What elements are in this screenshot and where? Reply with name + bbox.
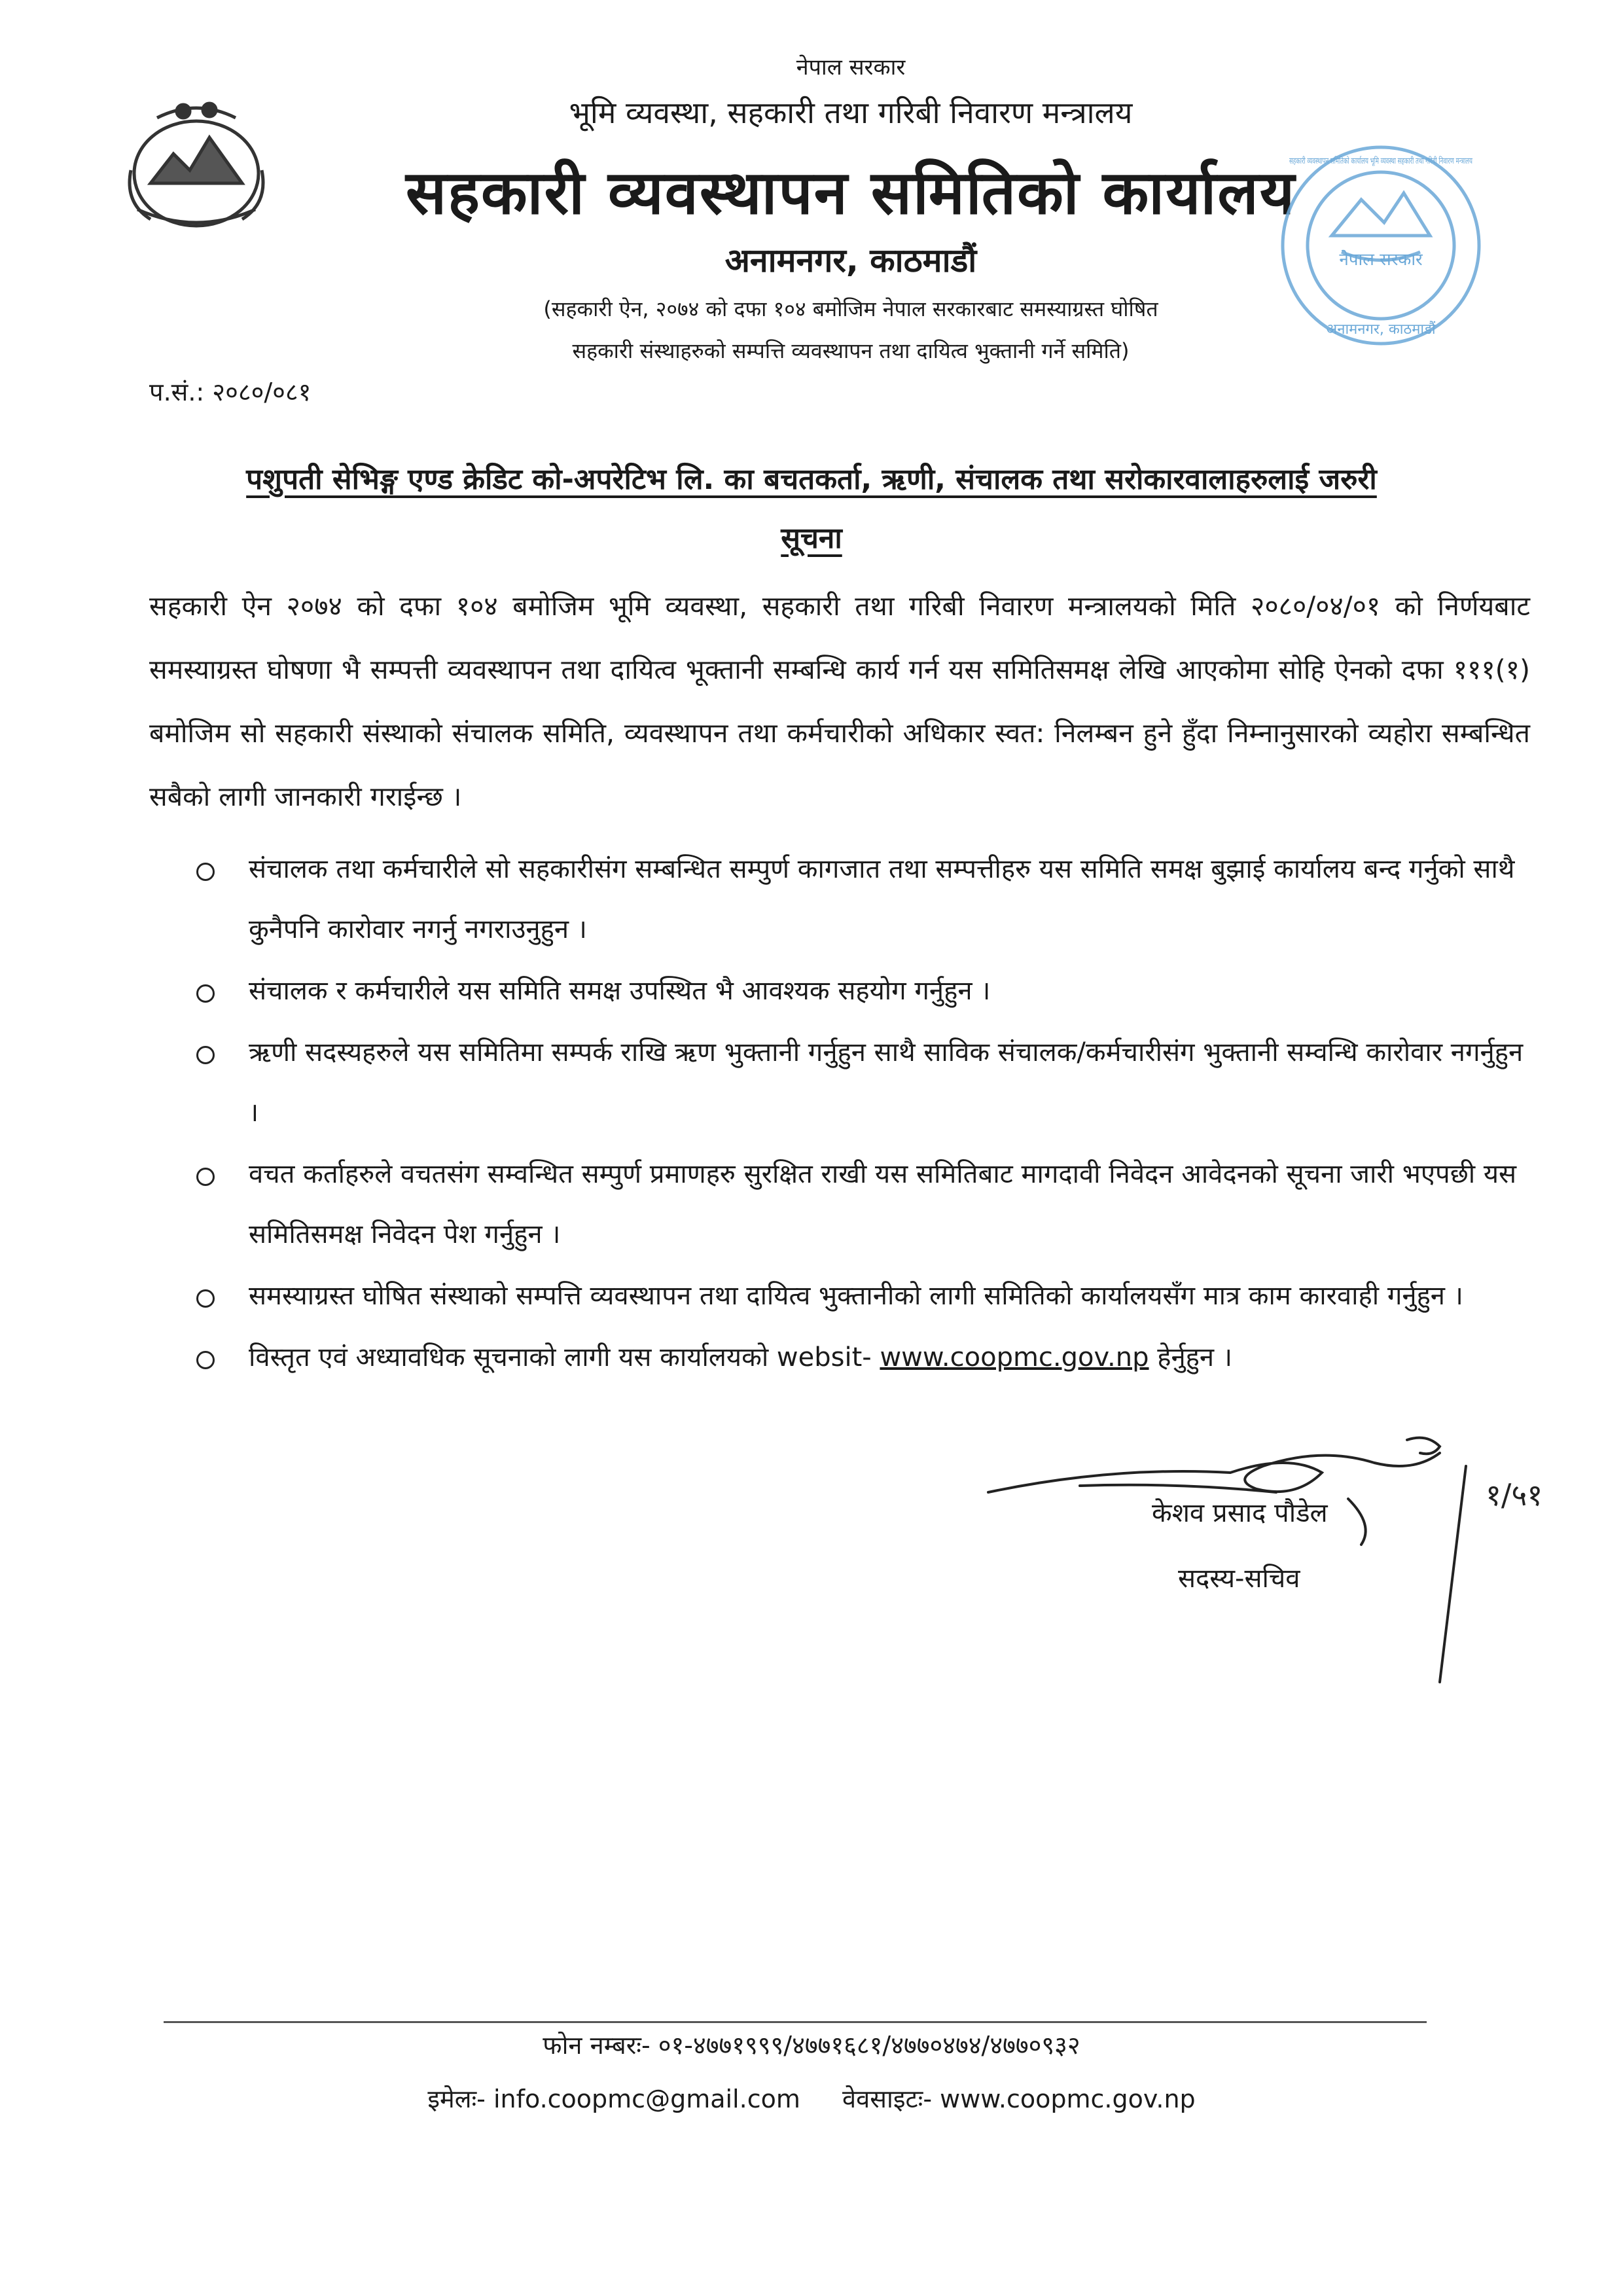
hollow-circle-bullet-icon xyxy=(196,1046,215,1064)
list-item-text: संचालक र कर्मचारीले यस समिति समक्ष उपस्थित भै आवश्यक सहयोग गर्नुहुन । xyxy=(249,976,991,1006)
office-seal-stamp-icon xyxy=(1270,137,1570,353)
nepal-government-emblem-icon xyxy=(111,92,281,242)
footer-contact xyxy=(0,2081,1623,2115)
stamp-bottom-text: अनामनगर, काठमाडौं xyxy=(1326,321,1436,338)
ministry-name: भूमि व्यवस्था, सहकारी तथा गरिबी निवारण मन्त्रालय xyxy=(569,95,1133,130)
list-item-text: समस्याग्रस्त घोषित संस्थाको सम्पत्ति व्यवस्थापन तथा दायित्व भुक्तानीको लागी समितिको कार्यालयसँग मात्र काम कारवाही गर्नुहुन । xyxy=(249,1281,1463,1311)
office-description-line-2: सहकारी संस्थाहरुको सम्पत्ति व्यवस्थापन तथा दायित्व भुक्तानी गर्ने समिति) xyxy=(572,338,1130,363)
hollow-circle-bullet-icon xyxy=(196,1351,215,1369)
email-link[interactable]: info.coopmc@gmail.com xyxy=(493,2085,800,2113)
list-item-text: संचालक तथा कर्मचारीले सो सहकारीसंग सम्बन्धित सम्पुर्ण कागजात तथा सम्पत्तीहरु यस समिति समक्ष बुझाई कार्यालय बन्द गर्नुको साथै कुनैपनि कारोवार नगर्नु नगराउनुहुन । xyxy=(249,854,1515,944)
office-description-line-1: (सहकारी ऐन, २०७४ को दफा १०४ बमोजिम नेपाल सरकारबाट समस्याग्रस्त घोषित xyxy=(543,296,1158,321)
reference-number: प.सं.: २०८०/०८१ xyxy=(149,378,312,406)
hollow-circle-bullet-icon xyxy=(196,1289,215,1308)
hollow-circle-bullet-icon xyxy=(196,1168,215,1186)
signatory-designation: सदस्य-सचिव xyxy=(1178,1564,1300,1594)
hollow-circle-bullet-icon xyxy=(196,863,215,881)
subject-line-2: सूचना xyxy=(781,522,842,555)
list-item xyxy=(196,961,1531,1021)
list-item-text: वचत कर्ताहरुले वचतसंग सम्वन्धित सम्पुर्ण प्रमाणहरु सुरक्षित राखी यस समितिबाट मागदावी निवेदन आवेदनको सूचना जारी भएपछी यस समितिसमक्ष निवेदन पेश गर्नुहुन । xyxy=(249,1159,1517,1249)
notice-body: सहकारी ऐन २०७४ को दफा १०४ बमोजिम भूमि व्यवस्था, सहकारी तथा गरिबी निवारण मन्त्रालयको मिति २०८०/०४/०१ को निर्णयबाट समस्याग्रस्त घोषणा भै सम्पत्ती व्यवस्थापन तथा दायित्व भूक्तानी सम्बन्धि कार्य गर्न यस समितिसमक्ष लेखि आएकोमा सोहि ऐनको दफा १११(१) बमोजिम सो सहकारी संस्थाको संचालक समिति, व्यवस्थापन तथा कर्मचारीको अधिकार स्वत: निलम्बन हुने हुँदा निम्नानुसारको व्यहोरा सम्बन्धित सबैको लागी जानकारी गराईन्छ । xyxy=(149,590,1530,812)
signatory-name: केशव प्रसाद पौडेल xyxy=(1152,1498,1328,1528)
government-name: नेपाल सरकार xyxy=(796,54,906,81)
office-name: सहकारी व्यवस्थापन समितिको कार्यालय xyxy=(405,158,1296,228)
list-item xyxy=(196,1022,1531,1143)
instruction-list xyxy=(196,839,1531,1389)
notice-subject xyxy=(157,450,1466,568)
list-item-text xyxy=(249,1327,1531,1388)
list-item xyxy=(196,1266,1531,1326)
website-suffix-text: हेर्नुहुन । xyxy=(1157,1342,1232,1372)
subject-line-1: पशुपती सेभिङ्ग एण्ड क्रेडिट को-अपरेटिभ लि. का बचतकर्ता, ऋणी, संचालक तथा सरोकारवालाहरुलाई जरुरी xyxy=(246,463,1377,496)
website-label: वेवसाइटः- xyxy=(842,2085,933,2113)
website-prefix-text: विस्तृत एवं अध्यावधिक सूचनाको लागी यस कार्यालयको websit- xyxy=(249,1342,872,1372)
website-link[interactable]: www.coopmc.gov.np xyxy=(880,1342,1149,1372)
office-description xyxy=(366,288,1335,372)
footer-phone: फोन नम्बरः- ०१-४७७१९९९/४७७१६८१/४७७०४७४/४७७०९३२ xyxy=(543,2031,1080,2060)
stamp-ring-text: सहकारी व्यवस्थापन समितिको कार्यालय भूमि व्यवस्था सहकारी तथा गरिबी निवारण मन्त्रालय xyxy=(1289,156,1570,166)
list-item-text: ऋणी सदस्यहरुले यस समितिमा सम्पर्क राखि ऋण भुक्तानी गर्नुहुन साथै साविक संचालक/कर्मचारीसंग भुक्तानी सम्वन्धि कारोवार नगर्नुहुन । xyxy=(249,1037,1524,1128)
footer-divider xyxy=(164,2021,1427,2023)
signature-initials: १/५१ xyxy=(1486,1477,1543,1513)
list-item xyxy=(196,839,1531,960)
stamp-inner-text: नेपाल सरकार xyxy=(1339,250,1423,270)
list-item xyxy=(196,1144,1531,1265)
list-item xyxy=(196,1327,1531,1388)
email-label: इमेलः- xyxy=(427,2085,486,2113)
hollow-circle-bullet-icon xyxy=(196,984,215,1003)
footer-website-link[interactable]: www.coopmc.gov.np xyxy=(940,2085,1196,2113)
office-address: अनामनगर, काठमाडौं xyxy=(724,242,977,279)
